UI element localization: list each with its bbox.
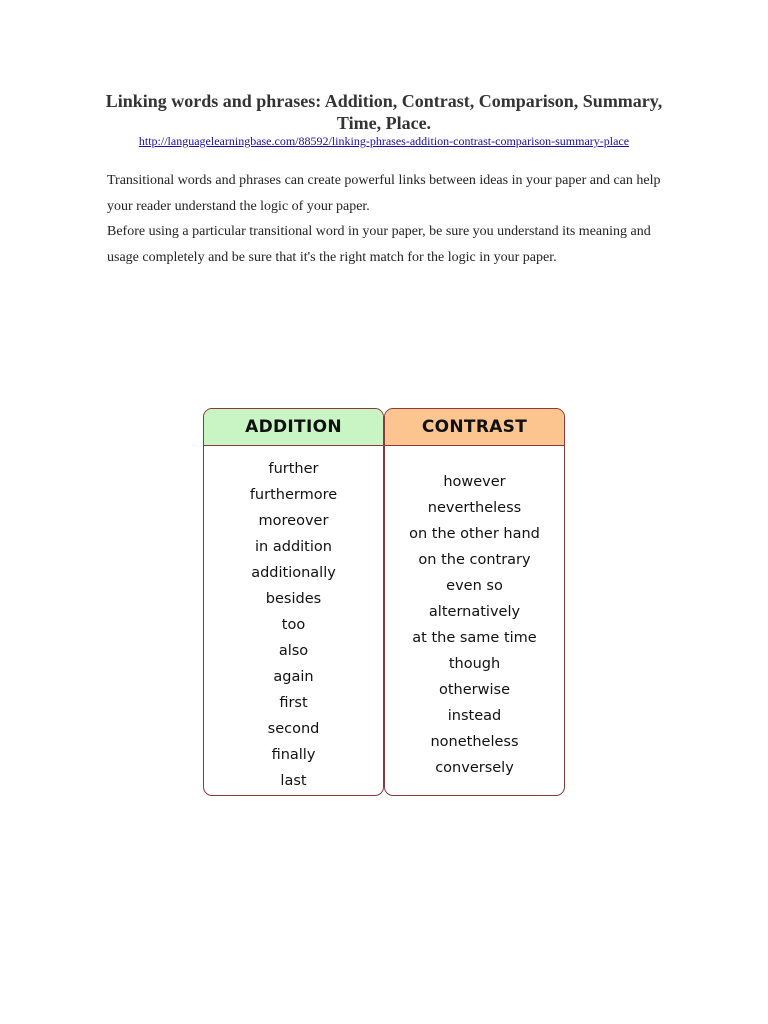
contrast-word: at the same time	[412, 630, 537, 646]
title-line-1: Linking words and phrases: Addition, Contrast, Comparison, Summary,	[105, 91, 663, 111]
addition-column	[203, 408, 384, 796]
contrast-word: though	[448, 656, 501, 672]
contrast-word: even so	[446, 578, 503, 594]
contrast-word: however	[443, 474, 506, 490]
contrast-column	[384, 408, 565, 796]
contrast-header: CONTRAST	[385, 409, 564, 446]
contrast-word-list	[385, 446, 564, 781]
addition-word: in addition	[255, 539, 332, 555]
addition-header: ADDITION	[204, 409, 383, 446]
contrast-word: on the other hand	[409, 526, 540, 542]
contrast-word: on the contrary	[418, 552, 531, 568]
contrast-word: conversely	[435, 760, 514, 776]
addition-word: further	[268, 461, 319, 477]
addition-word: also	[278, 643, 309, 659]
contrast-word: nevertheless	[427, 500, 522, 516]
linking-words-table	[203, 408, 566, 798]
title-line-2: Time, Place.	[336, 113, 432, 133]
intro-text	[107, 168, 667, 270]
intro-paragraph-2: Before using a particular transitional word in your paper, be sure you understand its meaning and usage completely and be sure that it's the right match for the logic in your paper.	[107, 224, 651, 265]
addition-word: first	[279, 695, 308, 711]
contrast-word: nonetheless	[430, 734, 519, 750]
addition-word: second	[267, 721, 320, 737]
contrast-word: instead	[447, 708, 502, 724]
addition-word: besides	[265, 591, 322, 607]
source-link[interactable]: http://languagelearningbase.com/88592/linking-phrases-addition-contrast-comparison-summary-place	[138, 134, 630, 148]
addition-word-list	[204, 446, 383, 794]
addition-word: moreover	[258, 513, 329, 529]
addition-word: additionally	[251, 565, 336, 581]
page-title	[96, 90, 672, 134]
addition-word: too	[281, 617, 306, 633]
addition-word: furthermore	[249, 487, 338, 503]
contrast-word: alternatively	[428, 604, 521, 620]
addition-word: finally	[271, 747, 316, 763]
addition-word: last	[280, 773, 307, 789]
addition-word: again	[273, 669, 314, 685]
intro-paragraph-1: Transitional words and phrases can create powerful links between ideas in your paper and can help your reader understand the logic of your paper.	[107, 173, 661, 214]
contrast-word: otherwise	[439, 682, 510, 698]
